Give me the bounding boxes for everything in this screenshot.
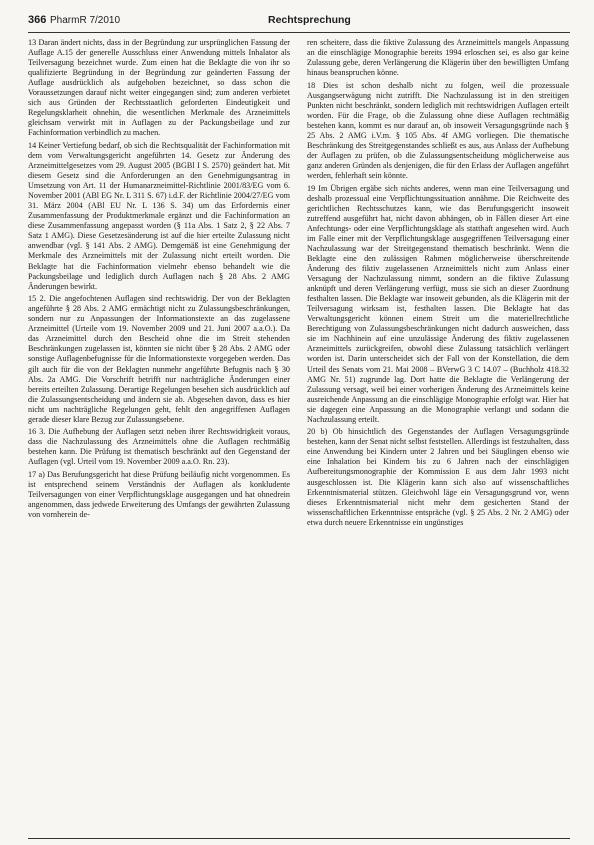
footer-rule (28, 838, 570, 839)
paragraph-number: 14 (28, 140, 37, 150)
paragraph-text: Daran ändert nichts, dass in der Begründung zur ursprünglichen Fassung der Auflage A.15 der generelle Ausschluss einer Anwendung mittels Inhalator als Teilversagung bezeichnet wurde. Zum einen hat die Beklagte die von ihr so qualifizierte Begründung in der Begründung zur geänderten Fassung der Auflage ausdrücklich als aufgehoben bezeichnet, so dass schon die Voraussetzungen darauf nicht weiter eingegangen sind; zum anderen verbietet sich aus Gründen der Rechtsstaatlich geforderten Eindeutigkeit und Regelungsklarheit ohnehin, die wesentlichen Merkmale des Arzneimittels gleichsam verwirkt mit in Auflagen zu der Packungsbeilage und zur Fachinformation verbindlich zu machen. (28, 38, 290, 138)
paragraph (28, 38, 290, 138)
paragraph-number: 15 (28, 294, 37, 304)
paragraph (307, 427, 569, 527)
left-column (28, 38, 290, 832)
page-header (28, 14, 568, 30)
paragraph-text: 3. Die Aufhebung der Auflagen setzt neben ihrer Rechtswidrigkeit voraus, dass die Nachzulassung des Arzneimittels ohne die Auflagen rechtmäßig bestehen kann. Die Prüfung ist thematisch beschränkt auf den Gegenstand der Auflagen (vgl. Urteil vom 19. November 2009 a.a.O. Rn. 23). (28, 427, 290, 467)
header-rule (28, 32, 570, 33)
page-number: 366 (28, 14, 47, 26)
paragraph-text: Keiner Vertiefung bedarf, ob sich die Rechtsqualität der Fachinformation mit dem vom Verwaltungsgericht angeführten 14. Gesetz zur Änderung des Arzneimittelgesetzes vom 29. August 2005 (BGBl I S. 2570) geändert hat. Mit diesem Gesetz sind die Anforderungen an den Genehmigungsantrag in Umsetzung von Art. 11 der Humanarzneimittel-Richtlinie 2001/83/EG vom 6. November 2001 (ABl EG Nr. L 311 S. 67) i.d.F. der Richtlinie 2004/27/EG vom 31. März 2004 (ABl EU Nr. L 136 S. 34) um das Erfordernis einer Zusammenfassung der Produktmerkmale ergänzt und die Fachinformation an diese Zusammenfassung angepasst worden (§ 11a Abs. 1 Satz 2, § 22 Abs. 7 Satz 1 AMG). Diese Gesetzesänderung ist auf die hier erteilte Zulassung nicht anwendbar (vgl. § 141 Abs. 2 AMG). Demgemäß ist eine Genehmigung der Merkmale des Arzneimittels mit der Zulassung nicht erteilt worden. Die Beklagte hat die Fachinformation vielmehr ebenso behandelt wie die Packungsbeilage und lediglich durch Auflagen nach § 28 Abs. 2 AMG Änderungen bewirkt. (28, 140, 290, 291)
paragraph-text: b) Ob hinsichtlich des Gegenstandes der Auflagen Versagungsgründe bestehen, kann der Senat nicht selbst feststellen. Allerdings ist festzuhalten, dass eine Anwendung bei Kindern unter 2 Jahren und bei Säuglingen ebenso wie eine Inhalation bei Kindern bis zu 6 Jahren nach der einschlägigen Aufbereitungsmonographie der Kommission E aus dem Jahr 1993 nicht ausgeschlossen ist. Die Klägerin kann sich also auf wissenschaftliches Erkenntnismaterial stützen. Gleichwohl läge ein Versagungsgrund vor, wenn dieses Erkenntnismaterial nicht mehr dem gesicherten Stand der wissenschaftlichen Erkenntnisse entspräche (vgl. § 25 Abs. 2 Nr. 2 AMG) oder etwa durch neuere Erkenntnisse ein ungünstiges (307, 427, 569, 527)
paragraph (307, 184, 569, 425)
section-title: Rechtsprechung (268, 14, 351, 26)
paragraph (28, 294, 290, 425)
paragraph-number: 16 (28, 427, 37, 437)
paragraph (307, 81, 569, 181)
paragraph-number: 17 (28, 469, 37, 479)
paragraph (28, 427, 290, 467)
paragraph-number: 20 (307, 427, 316, 437)
paragraph-text: 2. Die angefochtenen Auflagen sind rechtswidrig. Der von der Beklagten angeführte § 28 Abs. 2 AMG ermächtigt nicht zu Zulassungsbeschränkungen, sondern nur zu Anpassungen der Informationstexte an das zugelassene Arzneimittel (Urteile vom 19. November 2009 und 21. Juni 2007 a.a.O.). Da das Arzneimittel durch den Bescheid ohne die im Streit stehenden Beschränkungen zugelassen ist, könnten sie nicht über § 28 Abs. 2 AMG oder sonstige Auflagenbefugnisse für die Informationstexte vorgegeben werden. Das gilt auch für die von der Beklagten nunmehr angeführte Befugnis nach § 30 Abs. 2a AMG. Die Vorschrift betrifft nur nachträgliche Änderungen einer bereits erteilten Zulassung. Derartige Regelungen besehen sich ausdrücklich auf die Zulassungsentscheidung und ändern sie ab. Abgesehen davon, dass es hier nicht um nachträgliche Regelungen geht, fehlt den angegriffenen Auflagen gerade dieser klare Bezug zur Zulassungsebene. (28, 294, 290, 424)
paragraph-text: ren scheitere, dass die fiktive Zulassung des Arzneimittels mangels Anpassung an die einschlägige Monographie bereits 1994 erloschen sei, es also gar keine Zulassung gebe, deren Verlängerung die Klägerin über den bewilligten Umfang hinaus beanspruchen könne. (307, 38, 569, 78)
paragraph-number: 18 (307, 80, 316, 90)
journal-title: PharmR 7/2010 (50, 15, 121, 26)
paragraph (28, 141, 290, 292)
paragraph (28, 470, 290, 520)
paragraph-text: Im Übrigen ergäbe sich nichts anderes, wenn man eine Teilversagung und deshalb prozessual eine Verpflichtungssituation annähme. Die Reichweite des gerichtlichen Rechtsschutzes kann, wie das Berufungsgericht insoweit zutreffend ausgeführt hat, nicht davon abhängen, ob in Fällen dieser Art eine Anfechtungs- oder eine Verpflichtungsklage als statthaft angesehen wird. Auch im Falle einer mit der Verpflichtungsklage ausgegriffenen Teilversagung einer Nachzulassung war der Streitgegenstand thematisch beschränkt. Wenn die Beklagte eine den zulässigen Rahmen möglicherweise überschreitende Änderung des fiktiv zugelassenen Arzneimittels nicht zum Anlass einer Versagung der Nachzulassung nimmt, sondern an die fiktive Zulassung anknüpft und deren Verlängerung verfügt, muss sie sich an dieser Zuordnung festhalten lassen. Die Beklagte war insoweit gebunden, als die Klägerin mit der Teilversagung wirksam ist, festhalten lassen. Die Beklagte hat das Verwaltungsgericht können einem Streit um die materiellrechtliche Berechtigung von Zulassungsbeschränkungen nicht dadurch ausweichen, dass sie im Nachhinein auf eine unzulässige Änderung des fiktiv zugelassenen Arzneimittels zurückgreifen, obwohl diese Zulassung tatsächlich verlängert worden ist. Darin unterscheidet sich der Fall von der Konstellation, die dem Urteil des Senats vom 21. Mai 2008 – BVerwG 3 C 14.07 – (Buchholz 418.32 AMG Nr. 51) zugrunde lag. Dort hatte die Beklagte die Verlängerung der Zulassung versagt, weil bei einer vorherigen Änderung des Arzneimittels keine ausreichende Anpassung an die einschlägige Monographie erfolgt war. Hier hat sie dagegen eine Anpassung an die Monographie verlangt und sodann die Nachzulassung erteilt. (307, 183, 569, 424)
paragraph-text: Dies ist schon deshalb nicht zu folgen, weil die prozessuale Ausgangserwägung nicht zutrifft. Die Nachzulassung ist in den streitigen Punkten nicht beschränkt, sondern lediglich mit rechtswidrigen Auflagen erteilt worden. Für die Frage, ob die Zulassung ohne diese Auflagen rechtmäßig bestehen kann, kommt es nur darauf an, ob insoweit Versagungsgründe nach § 25 Abs. 2 AMG i.V.m. § 105 Abs. 4f AMG vorliegen. Die thematische Beschränkung des Streitgegenstandes schließt es aus, aus Anlass der Aufhebung der Auflagen zu prüfen, ob die Zulassungsentscheidung möglicherweise aus ganz anderen Gründen als denjenigen, die für den Erlass der Auflagen angeführt werden, fehlerhaft sein könnte. (307, 80, 569, 181)
paragraph-number: 19 (307, 183, 316, 193)
right-column (307, 38, 569, 832)
paragraph-text: a) Das Berufungsgericht hat diese Prüfung beiläufig nicht vorgenommen. Es ist entsprechend seinem Verständnis der Auflagen als konkludente Teilversagungen von einer Verpflichtungsklage ausgegangen und hat ohnedrein angenommen, dass jedwede Erweiterung des Umfangs der gewährten Zulassung von vornherein de- (28, 469, 290, 520)
paragraph-number: 13 (28, 38, 37, 47)
paragraph (307, 38, 569, 78)
